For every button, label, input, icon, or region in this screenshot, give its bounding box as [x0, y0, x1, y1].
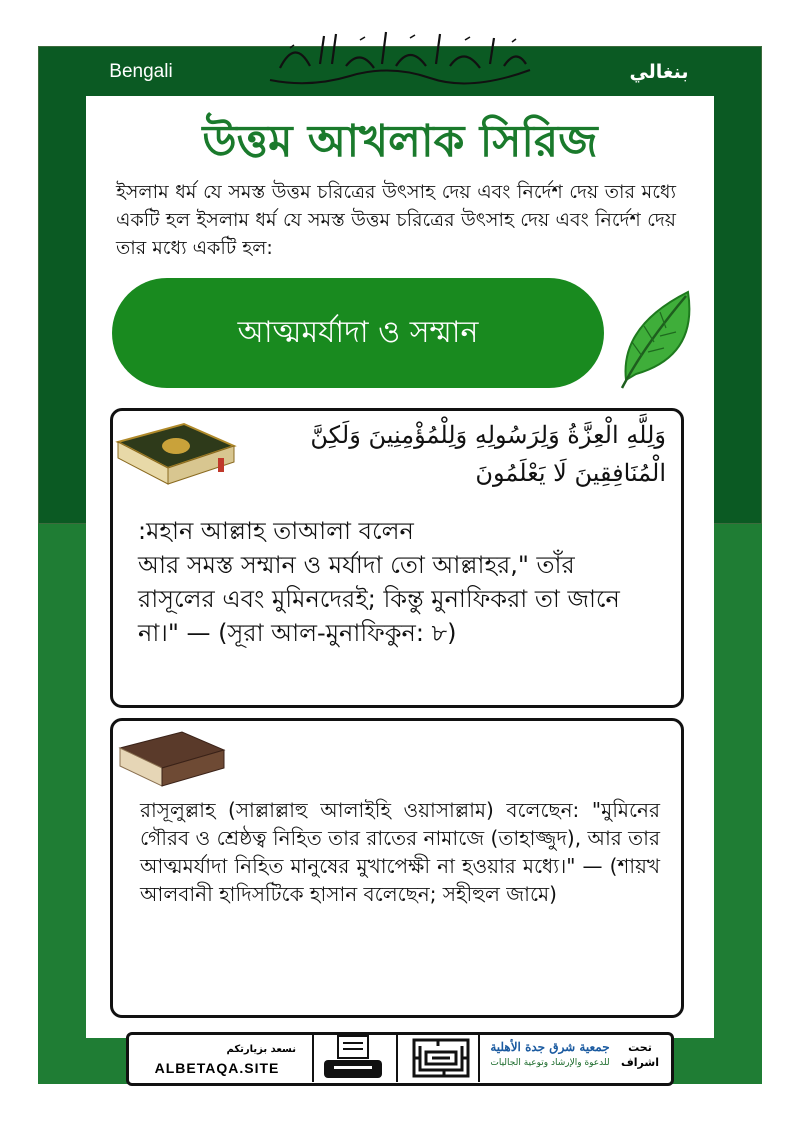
language-label-arabic: بنغالي: [629, 61, 689, 83]
quran-arabic-verse: وَلِلَّهِ الْعِزَّةُ وَلِرَسُولِهِ وَلِلْمُؤْمِنِينَ وَلَكِنَّ الْمُنَافِقِينَ لَا يَعْلَمُونَ: [310, 421, 666, 487]
printer-icon[interactable]: [322, 1034, 384, 1082]
footer-divider: [396, 1034, 398, 1082]
intro-paragraph: ইসলাম ধর্ম যে সমস্ত উত্তম চরিত্রের উৎসাহ দেয় এবং নির্দেশ দেয় তার মধ্যে একটি হল ইসলাম ধর্ম যে সমস্ত উত্তম চরিত্রের উৎসাহ দেয় এবং নির্দেশ দেয় তার মধ্যে একটি হল:: [116, 181, 676, 259]
footer-divider: [312, 1034, 314, 1082]
site-link[interactable]: ALBETAQA.SITE: [154, 1060, 280, 1076]
topic-banner: [112, 278, 604, 388]
bismillah-calligraphy: [250, 18, 550, 98]
footer-slogan: نسعد بزيارتكم: [226, 1044, 296, 1055]
footer-divider: [478, 1034, 480, 1082]
supervision-label: [618, 1040, 662, 1070]
organization-subtitle: للدعوة والإرشاد وتوعية الجاليات: [490, 1058, 610, 1068]
kufic-logo: [408, 1034, 474, 1082]
under-text: تحت: [628, 1041, 652, 1054]
hadith-book-icon: [116, 728, 228, 790]
page-title: উত্তম আখলাক সিরিজ: [202, 116, 598, 167]
leaf-icon: [614, 286, 696, 390]
quran-book-icon: [114, 418, 238, 490]
topic-label: আত্মমর্যাদা ও সম্মান: [237, 314, 479, 350]
quran-translation: :মহান আল্লাহ তাআলা বলেন আর সমস্ত সম্মান ও মর্যাদা তো আল্লাহর," তাঁর রাসূলের এবং মুমিনদেরই; কিন্তু মুনাফিকরা তা জানে না।" — (সূরা আল-মুনাফিকুন: ৮): [138, 517, 620, 647]
organization-logo: [484, 1038, 616, 1078]
language-label-english: Bengali: [109, 61, 173, 82]
organization-name: جمعية شرق جدة الأهلية: [490, 1040, 610, 1054]
bismillah-text: بسم الله الرحمن الرحيم: [394, 96, 406, 97]
hadith-text: রাসূলুল্লাহ (সাল্লাল্লাহু আলাইহি ওয়াসাল্লাম) বলেছেন: "মুমিনের গৌরব ও শ্রেষ্ঠত্ব নিহিত তার রাতের নামাজে (তাহাজ্জুদ), আর তার আত্মমর্যাদা নিহিত মানুষের মুখাপেক্ষী না হওয়ার মধ্যে।" — (শায়খ আলবানী হাদিসটিকে হাসান বলেছেন; সহীহুল জামে): [140, 798, 660, 906]
supervision-text: اشراف: [621, 1056, 659, 1069]
